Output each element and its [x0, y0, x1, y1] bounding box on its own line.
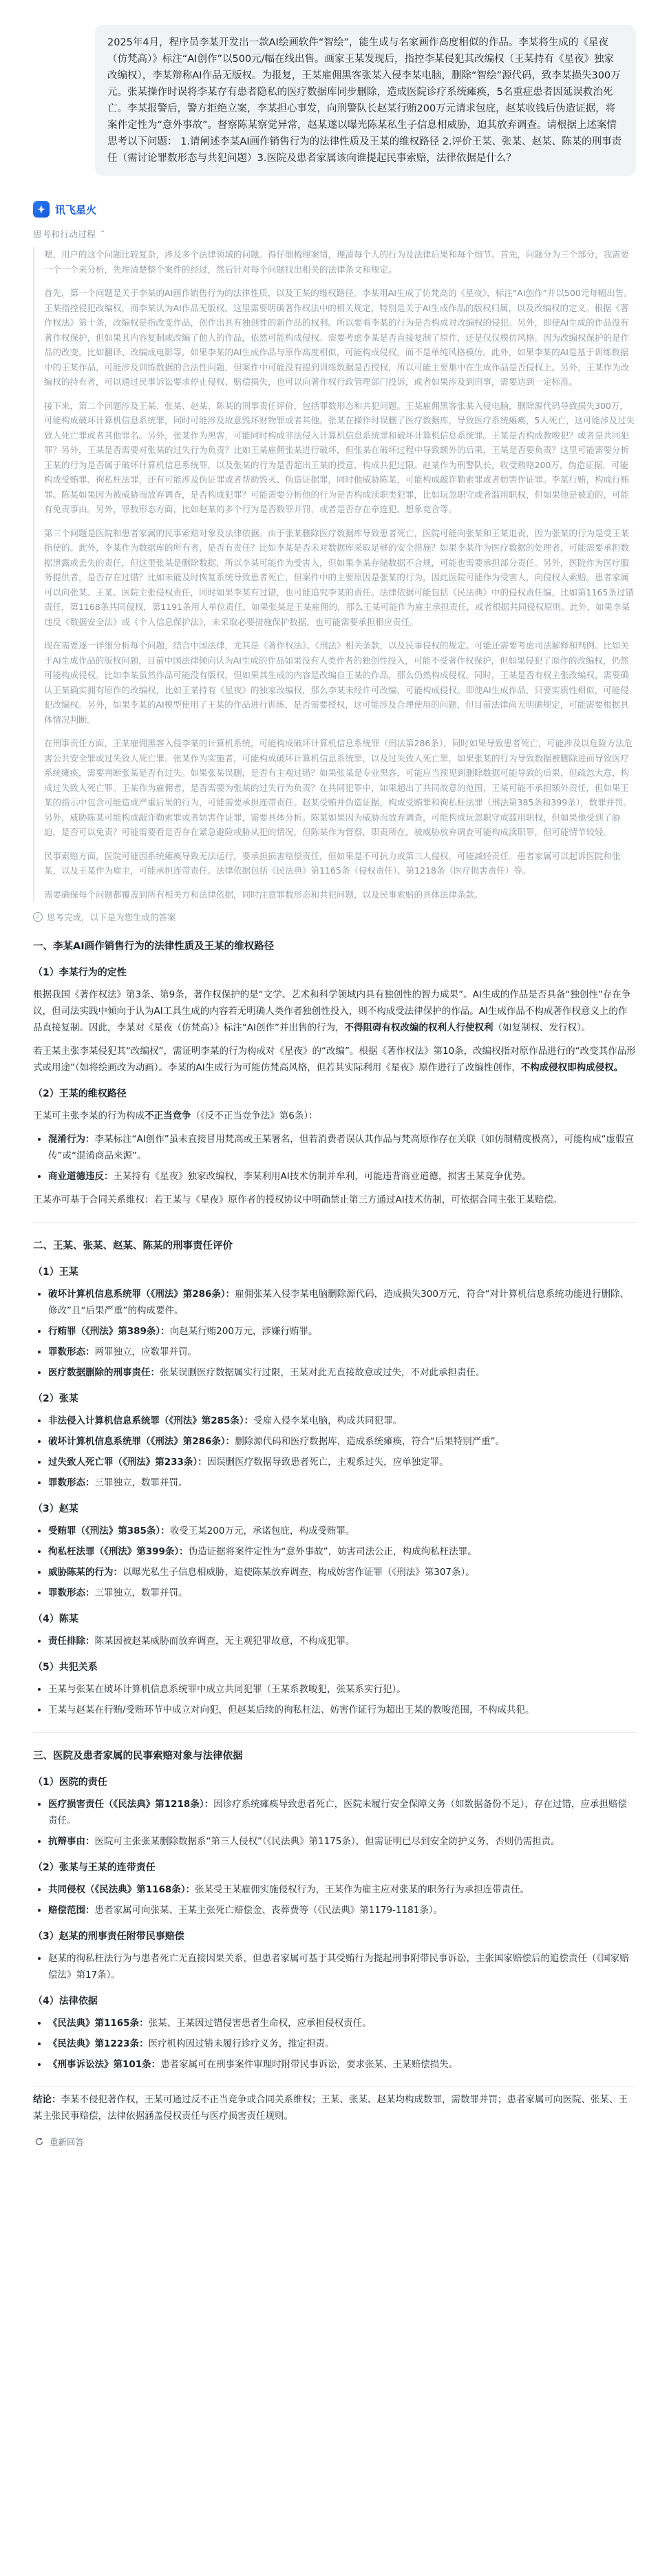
list-item	[48, 1286, 636, 1319]
conclusion-text: 李某不侵犯著作权，王某可通过反不正当竞争或合同关系维权；王某、张某、赵某均构成数罪，需数罪并罚；患者家属可向医院、张某、王某主张民事赔偿，法律依据涵盖侵权责任与医疗损害责任规则。	[33, 2094, 628, 2122]
text-span: 张某、王某因过错侵害患者生命权，应承担侵权责任。	[148, 2018, 372, 2029]
user-message-row	[33, 25, 636, 176]
bullet-list	[48, 1633, 636, 1649]
list-item	[48, 1168, 636, 1185]
thought-label-text: 思考和行动过程	[33, 230, 96, 240]
text-span: 伪造证据将案件定性为“意外事故”，妨害司法公正，构成徇私枉法罪。	[188, 1546, 477, 1557]
list-item	[48, 1344, 636, 1360]
subsection-heading: （2）张某	[33, 1393, 78, 1404]
list-item	[48, 1475, 636, 1491]
bold-text: 《民法典》第1223条：	[48, 2038, 149, 2049]
subsection-heading: （4）法律依据	[33, 1996, 98, 2007]
text-span: 医院可主张张某删除数据系“第三人侵权”（《民法典》第1175条），但需证明已尽到安全防护义务，否则仍需担责。	[94, 1836, 560, 1847]
reasoning-paragraph: 首先，第一个问题是关于李某的AI画作销售行为的法律性质，以及王某的维权路径。李某用AI生成了仿梵高的《星夜》，标注“AI创作”并以500元每幅出售。王某指控侵犯改编权，而李某认为AI作品无版权。这里需要明确著作权法中的相关规定，特别是关于AI生成作品的版权归属，以及改编权的定义。根据《著作权法》第十条，改编权是指改变作品，创作出具有独创性的新作品的权利。所以要看李某的行为是否构成对改编权的侵犯。另外，即使AI生成的作品没有著作权保护，但如果其内容复制或改编了他人的作品，依然可能构成侵权。需要考虑李某是否直接复制了原作，还是仅仅模仿风格。因为改编权保护的是作品的改变，比如翻译、改编成电影等，如果李某的AI生成作品与原作高度相似，可能构成侵权，而不是单纯风格模仿。此外，如果李某的AI是基于训练数据中的王某作品，可能涉及训练数据的合法性问题，但案件中可能没有提到训练数据是否授权，所以可能主要集中在生成作品是否侵权上。另外，王某作为改编权的持有者，可以通过民事诉讼要求停止侵权、赔偿损失，也可以向著作权行政管理部门投诉，或者如果涉及到刑事，需要达到一定标准。	[44, 288, 633, 387]
bold-text: 医疗数据删除的刑事责任：	[48, 1367, 160, 1378]
reasoning-block	[33, 247, 636, 902]
list-item	[48, 1364, 636, 1381]
bold-text: 行贿罪（《刑法》第389条）：	[48, 1326, 170, 1337]
answer-actions-bar	[33, 2135, 636, 2148]
answer-paragraph	[33, 986, 636, 1036]
text-span: 受雇入侵李某电脑，构成共同犯罪。	[253, 1415, 403, 1426]
list-item	[48, 1433, 636, 1450]
text-span: 三罪独立，数罪并罚。	[94, 1587, 188, 1598]
text-span: 李某标注“AI创作”虽未直接冒用梵高或王某署名，但若消费者误认其作品与梵高原作存在关联（如仿制精度极高），可能构成“虚假宣传”或“混淆商品来源”。	[48, 1134, 634, 1161]
bold-text: 责任排除：	[48, 1636, 95, 1647]
bold-text: 《民法典》第1165条：	[48, 2018, 149, 2029]
text-span: 患者家属可在刑事案件审理时附带民事诉讼，要求张某、王某赔偿损失。	[160, 2059, 458, 2070]
list-item	[48, 1323, 636, 1340]
text-span: 王某持有《星夜》独家改编权，李某利用AI技术仿制并牟利，可能违背商业道德，损害王某竞争优势。	[113, 1171, 531, 1182]
refresh-icon	[33, 2135, 45, 2148]
bold-text: 医疗损害责任（《民法典》第1218条）：	[48, 1799, 214, 1810]
bold-text: 抗辩事由：	[48, 1836, 95, 1847]
check-circle-icon: ✓	[33, 912, 43, 922]
regenerate-button[interactable]	[33, 2135, 84, 2148]
reasoning-paragraph: 民事索赔方面，医院可能因系统瘫痪导致无法运行，要承担损害赔偿责任，但如果是不可抗力或第三人侵权，可能减轻责任。患者家属可以起诉医院和张某，以及王某作为雇主，可能承担连带责任。法律依据包括《民法典》第1165条（侵权责任）、第1218条（医疗损害责任）等。	[44, 850, 621, 876]
text-span: 删除源代码和医疗数据库，造成系统瘫痪，符合“后果特别严重”。	[235, 1436, 505, 1447]
text-span: 以曝光私生子信息相威胁，迫使陈某放弃调查，构成妨害作证罪（《刑法》第307条）。	[123, 1567, 475, 1578]
list-item	[48, 1413, 636, 1429]
text-span: 两罪独立，应数罪并罚。	[94, 1347, 197, 1358]
bold-text: 赔偿范围：	[48, 1905, 95, 1916]
list-item	[48, 1131, 636, 1164]
bold-text: 《刑事诉讼法》第101条：	[48, 2059, 161, 2070]
regenerate-label: 重新回答	[50, 2137, 85, 2147]
bold-text: 破坏计算机信息系统罪（《刑法》第286条）：	[48, 1289, 235, 1300]
bullet-list	[48, 1413, 636, 1491]
bold-text: 非法侵入计算机信息系统罪（《刑法》第285条）：	[48, 1415, 254, 1426]
assistant-name: 讯飞星火	[55, 203, 97, 216]
list-item	[48, 1585, 636, 1601]
bold-text: 不得阻碍有权改编的权利人行使权利	[344, 1022, 493, 1033]
subsection-heading: （2）王某的维权路径	[33, 1088, 127, 1099]
conclusion-label: 结论：	[33, 2094, 61, 2105]
bold-text: 罪数形态：	[48, 1477, 95, 1488]
list-item: • 王某与赵某在行贿/受贿环节中成立对向犯，但赵某后续的徇私枉法、妨害作证行为超出王某的教唆范围，不构成共犯。	[48, 1702, 636, 1718]
bullet-list	[48, 1131, 636, 1185]
chevron-up-icon: ⌃	[100, 230, 106, 237]
reasoning-paragraph: 接下来，第二个问题涉及王某、张某、赵某、陈某的刑事责任评价，包括罪数形态和共犯问题。王某雇佣黑客张某入侵电脑，删除源代码导致损失300万，可能构成破坏计算机信息系统罪，同时可能涉及故意毁坏财物罪或者其他。张某在操作时误删了医疗数据库，导致医疗系统瘫痪，5人死亡，这可能涉及过失致人死亡罪或者其他罪名。另外，张某作为黑客，可能同时构成非法侵入计算机信息系统罪和破坏计算机信息系统罪。王某是否构成教唆犯？或者是共同犯罪？另外，王某是否需要对张某的过失行为负责？比如王某雇佣张某进行破坏，但张某在破坏过程中导致额外的后果，王某是否要负责？这里可能需要分析王某的行为是否属于破坏计算机信息系统罪，以及张某的行为是否超出王某的授意，构成共犯过限。赵某作为刑警队长，收受贿赂200万，伪造证据，可能构成受贿罪、徇私枉法罪，还有可能涉及伪证罪或者帮助毁灭、伪造证据罪，同时他威胁陈某，可能构成敲诈勒索罪或者妨害作证罪。李某行贿，构成行贿罪。陈某如果因为被威胁而放弃调查，是否构成犯罪？可能需要分析他的行为是否构成渎职类犯罪，比如玩忽职守或者滥用职权，但如果他是被迫的，可能有免责事由。另外，罪数形态方面，比如赵某的多个行为是否数罪并罚，或者是否存在牵连犯、想象竞合等。	[44, 400, 635, 514]
bullet-list	[48, 1881, 636, 1919]
section-heading: 二、王某、张某、赵某、陈某的刑事责任评价	[33, 1241, 233, 1252]
text-span: 医疗机构因过错未履行诊疗义务，推定担责。	[148, 2038, 334, 2049]
list-item	[48, 1454, 636, 1470]
text-span: 张某受王某雇佣实施侵权行为，王某作为雇主应对张某的职务行为承担连带责任。	[195, 1884, 530, 1895]
text-span: 因诊疗系统瘫痪导致患者死亡，医院未履行安全保障义务（如数据备份不足），存在过错，应承担赔偿责任。	[48, 1799, 627, 1826]
text-span: 收受王某200万元，承诺包庇，构成受贿罪。	[169, 1525, 355, 1537]
reasoning-paragraph: 现在需要逐一详细分析每个问题，结合中国法律，尤其是《著作权法》、《刑法》相关条款，以及民事侵权的规定。可能还需要考虑司法解释和判例。比如关于AI生成作品的版权问题，目前中国法律倾向认为AI生成的作品如果没有人类作者的独创性投入，可能不受著作权保护，但如果侵犯了原作的改编权，仍然可能构成侵权。比如李某虽然作品可能没有版权，但如果其生成的内容是改编自王某的作品，那么仍然构成侵权。同时，王某是否有权主张改编权，需要确认王某确实拥有原作的改编权，比如王某持有《星夜》的独家改编权，那么李某未经许可改编，可能构成侵权。即使AI生成作品，只要实质性相似，可能侵犯改编权。另外，如果李某的AI模型使用了王某的作品进行训练，是否需要授权，这可能涉及合理使用的问题，但目前法律尚无明确规定，可能需要根据具体情况判断。	[44, 640, 630, 725]
bold-text: 商业道德违反：	[48, 1171, 114, 1182]
bold-text: 威胁陈某的行为：	[48, 1567, 123, 1578]
bold-text: 共同侵权（《民法典》第1168条）：	[48, 1884, 195, 1895]
section-heading: 三、医院及患者家属的民事索赔对象与法律依据	[33, 1751, 243, 1762]
thought-process-toggle[interactable]	[33, 227, 636, 240]
answer-paragraph	[33, 1108, 636, 1124]
bold-text: 罪数形态：	[48, 1587, 95, 1598]
text-span: 直接复制。因此，李某对《星夜（仿梵高）》标注“AI创作”并出售的行为，	[42, 1022, 345, 1033]
list-item	[48, 1543, 636, 1560]
answer-body	[33, 938, 636, 2124]
text-span: 患者家属可向张某、王某主张死亡赔偿金、丧葬费等（《民法典》第1179-1181条）。	[94, 1905, 443, 1916]
answer-paragraph	[33, 1043, 636, 1076]
subsection-heading: （5）共犯关系	[33, 1662, 98, 1673]
bold-text: 徇私枉法罪（《刑法》第399条）：	[48, 1546, 189, 1557]
list-item	[48, 1523, 636, 1539]
list-item	[48, 1833, 636, 1850]
list-item	[48, 1633, 636, 1649]
assistant-header	[33, 201, 636, 218]
answer-paragraph: 王某亦可基于合同关系维权：若王某与《星夜》原作者的授权协议中明确禁止第三方通过AI技术仿制，可依据合同主张王某赔偿。	[33, 1194, 563, 1205]
text-span: 三罪独立，数罪并罚。	[94, 1477, 188, 1488]
bold-text: 不正当竞争	[145, 1110, 191, 1121]
subsection-heading: （1）王某	[33, 1267, 78, 1278]
thinking-done-row	[33, 911, 636, 923]
bold-text: 混淆行为：	[48, 1134, 95, 1145]
text-span: 向赵某行贿200万元，涉嫌行贿罪。	[169, 1326, 318, 1337]
text-span: 雇佣张某入侵李某电脑删除源代码，造成损失300万元，符合“对计算机信息系统功能进行删除、修改”且“后果严重”的构成要件。	[48, 1289, 629, 1316]
text-span: 王某可主张李某的行为构成	[33, 1110, 145, 1121]
list-item	[48, 1564, 636, 1581]
text-span: （《反不正当竞争法》第6条）：	[191, 1110, 318, 1121]
conclusion-paragraph	[33, 2091, 636, 2124]
subsection-heading: （2）张某与王某的连带责任	[33, 1862, 156, 1873]
bullet-list	[48, 1796, 636, 1850]
reasoning-paragraph: 需要确保每个问题都覆盖到所有相关方和法律依据，同时注意罪数形态和共犯问题，以及民事索赔的具体法律条款。	[44, 889, 483, 900]
list-item	[48, 2015, 636, 2031]
subsection-heading: （4）陈某	[33, 1614, 78, 1625]
bold-text: 破坏计算机信息系统罪（《刑法》第286条）：	[48, 1436, 235, 1447]
list-item	[48, 1902, 636, 1919]
reasoning-paragraph: 嗯，用户的这个问题比较复杂，涉及多个法律领域的问题。得仔细梳理案情，理清每个人的行为及法律后果和每个细节。首先，问题分为三个部分，我需要一个一个来分析，先理清楚整个案件的经过，然后针对每个问题找出相关的法律条文和规定。	[44, 249, 630, 275]
text-span: 根据我国《著作权法》第3条、第9条，著作权保护的是“文学、艺术和科学领域内具有独创性的智力成果”。AI生成的作品是否具备“独创性”存在争议，但司法实践中倾向于认为AI工具生成的内容若无明确人类作者独创性投入，则不构成受法律保护的作品。AI生成作品不构成著作权意义上的作品	[33, 989, 631, 1033]
list-item: • 赵某的徇私枉法行为与患者死亡无直接因果关系，但患者家属可基于其受贿行为提起刑事附带民事诉讼，主张国家赔偿后的追偿责任（《国家赔偿法》第17条）。	[48, 1950, 636, 1983]
text-span: 若王某主张李某侵犯其“改编权”，需证明李某的行为构成对《星夜》的“改编”。根据《著作权法》第10条，改编权指对原作品进行的“改变其作品形式或用途”（如将绘画改为动画）。李某的AI生成行为可能仿梵高风格，但若其实际利用《星夜》原作进行了改编性创作，	[33, 1046, 636, 1073]
bullet-list	[48, 2015, 636, 2073]
subsection-heading: （1）医院的责任	[33, 1777, 107, 1788]
bold-text: 不构成侵权即构成侵权。	[520, 1062, 624, 1073]
bold-text: 罪数形态：	[48, 1347, 95, 1358]
user-question-bubble: 2025年4月，程序员李某开发出一款AI绘画软件“智绘”，能生成与名家画作高度相似的作品。李某将生成的《星夜（仿梵高）》标注“AI创作”以500元/幅在线出售。画家王某发现后，指控李某侵犯其改编权（王某持有《星夜》独家改编权），李某辩称AI作品无版权。为报复，王某雇佣黑客张某入侵李某电脑，删除“智绘”源代码，致李某损失300万元。张某操作时误将李某存有患者隐私的医疗数据库同步删除，造成医院诊疗系统瘫痪，5名重症患者因延误救治死亡。李某报警后，警方拒绝立案，李某担心事发，向刑警队长赵某行贿200万元请求包庇，赵某收钱后伪造证据，将案件定性为“意外事故”。督察陈某察觉异常，赵某遂以曝光陈某私生子信息相威胁，迫其放弃调查。请根据上述案情思考以下问题： 1.请阐述李某AI画作销售行为的法律性质及王某的维权路径 2.评价王某、张某、赵某、陈某的刑事责任（需讨论罪数形态与共犯问题）3.医院及患者家属该向谁提起民事索赔，法律依据是什么？	[95, 25, 636, 176]
bullet-list	[48, 1286, 636, 1381]
thinking-done-label: 思考完成，以下是为您生成的答案	[47, 912, 176, 922]
list-item	[48, 1881, 636, 1898]
text-span: （如复制权、发行权）。	[493, 1022, 591, 1033]
section-divider	[33, 1222, 636, 1223]
reasoning-paragraph: 在刑事责任方面，王某雇佣黑客入侵李某的计算机系统，可能构成破坏计算机信息系统罪（刑法第286条），同时如果导致患者死亡，可能涉及以危险方法危害公共安全罪或过失致人死亡罪。张某作为实施者，可能构成破坏计算机信息系统罪，以及过失致人死亡罪，如果张某的行为导致数据被删除进而导致医疗系统瘫痪，需要判断张某是否有过失。如果张某误删，是否有主观过错？如果张某是专业黑客，可能应当预见到删除数据可能导致的后果，但疏忽大意，构成过失致人死亡罪。王某作为雇佣者，是否需要为张某的过失行为负责？在共同犯罪中，如果超出了共同故意的范围，王某可能不承担额外责任，但如果王某的指示中包含可能造成严重后果的行为，可能需要承担连带责任。赵某受贿并伪造证据，构成受贿罪和徇私枉法罪（刑法第385条和399条），数罪并罚。另外，威胁陈某可能构成敲诈勒索罪或者妨害作证罪，需要具体分析。陈某如果因为威胁而放弃调查，可能构成玩忽职守或滥用职权，但如果他受到了胁迫，是否可以免责？可能需要看是否存在紧急避险或胁从犯的情况，但陈某作为督察，职责所在，被威胁放弃调查可能构成渎职罪，但可能情节较轻。	[44, 738, 633, 837]
subsection-heading: （3）赵某	[33, 1503, 78, 1514]
bullet-list	[48, 1681, 636, 1718]
list-item	[48, 2036, 636, 2052]
text-span: 张某误删医疗数据属实行过限，王某对此无直接故意或过失，不对此承担责任。	[160, 1367, 485, 1378]
text-span: 因误删医疗数据导致患者死亡，主观系过失，应单独定罪。	[206, 1457, 449, 1468]
list-item: • 王某与张某在破坏计算机信息系统罪中成立共同犯罪（王某系教唆犯，张某系实行犯）。	[48, 1681, 636, 1698]
list-item	[48, 1796, 636, 1829]
section-heading: 一、李某AI画作销售行为的法律性质及王某的维权路径	[33, 941, 275, 952]
list-item	[48, 2056, 636, 2073]
reasoning-paragraph: 第三个问题是医院和患者家属的民事索赔对象及法律依据。由于张某删除医疗数据库导致患者死亡，医院可能向张某和王某追责，因为张某的行为是受王某指使的。此外，李某作为数据库的所有者，是否有责任？比如李某是否未对数据库采取足够的安全措施？如果李某作为医疗数据的处理者，可能需要承担数据泄露或丢失的责任，但这里张某是删除数据，所以李某可能作为受害人，但如果李某存储数据不合规，可能也需要承担部分责任。另外，医院作为医疗服务提供者，是否存在过错？比如未能及时恢复系统导致患者死亡，但案件中的主要原因是张某的行为，因此医院可能作为受害人，向侵权人索赔。患者家属可以向张某、王某、医院主张侵权责任，同时如果李某有过错，也可能追究李某的责任。法律依据可能包括《民法典》中的侵权责任编，比如第1165条过错责任，第1168条共同侵权，第1191条用人单位责任，如果张某是王某雇佣的，那么王某可能作为雇主承担责任，或者根据共同侵权原则。此外，如果李某违反《数据安全法》或《个人信息保护法》，未采取必要措施保护数据，也可能需要承担相应责任。	[44, 527, 634, 627]
bullet-list	[48, 1950, 636, 1983]
bold-text: 过失致人死亡罪（《刑法》第233条）：	[48, 1457, 207, 1468]
bullet-list	[48, 1523, 636, 1601]
text-span: 陈某因被赵某威胁而放弃调查，无主观犯罪故意，不构成犯罪。	[94, 1636, 355, 1647]
section-divider	[33, 1732, 636, 1733]
spark-logo-icon	[33, 201, 50, 218]
subsection-heading: （3）赵某的刑事责任附带民事赔偿	[33, 1931, 184, 1942]
bold-text: 受贿罪（《刑法》第385条）：	[48, 1525, 170, 1537]
subsection-heading: （1）李某行为的定性	[33, 967, 127, 978]
